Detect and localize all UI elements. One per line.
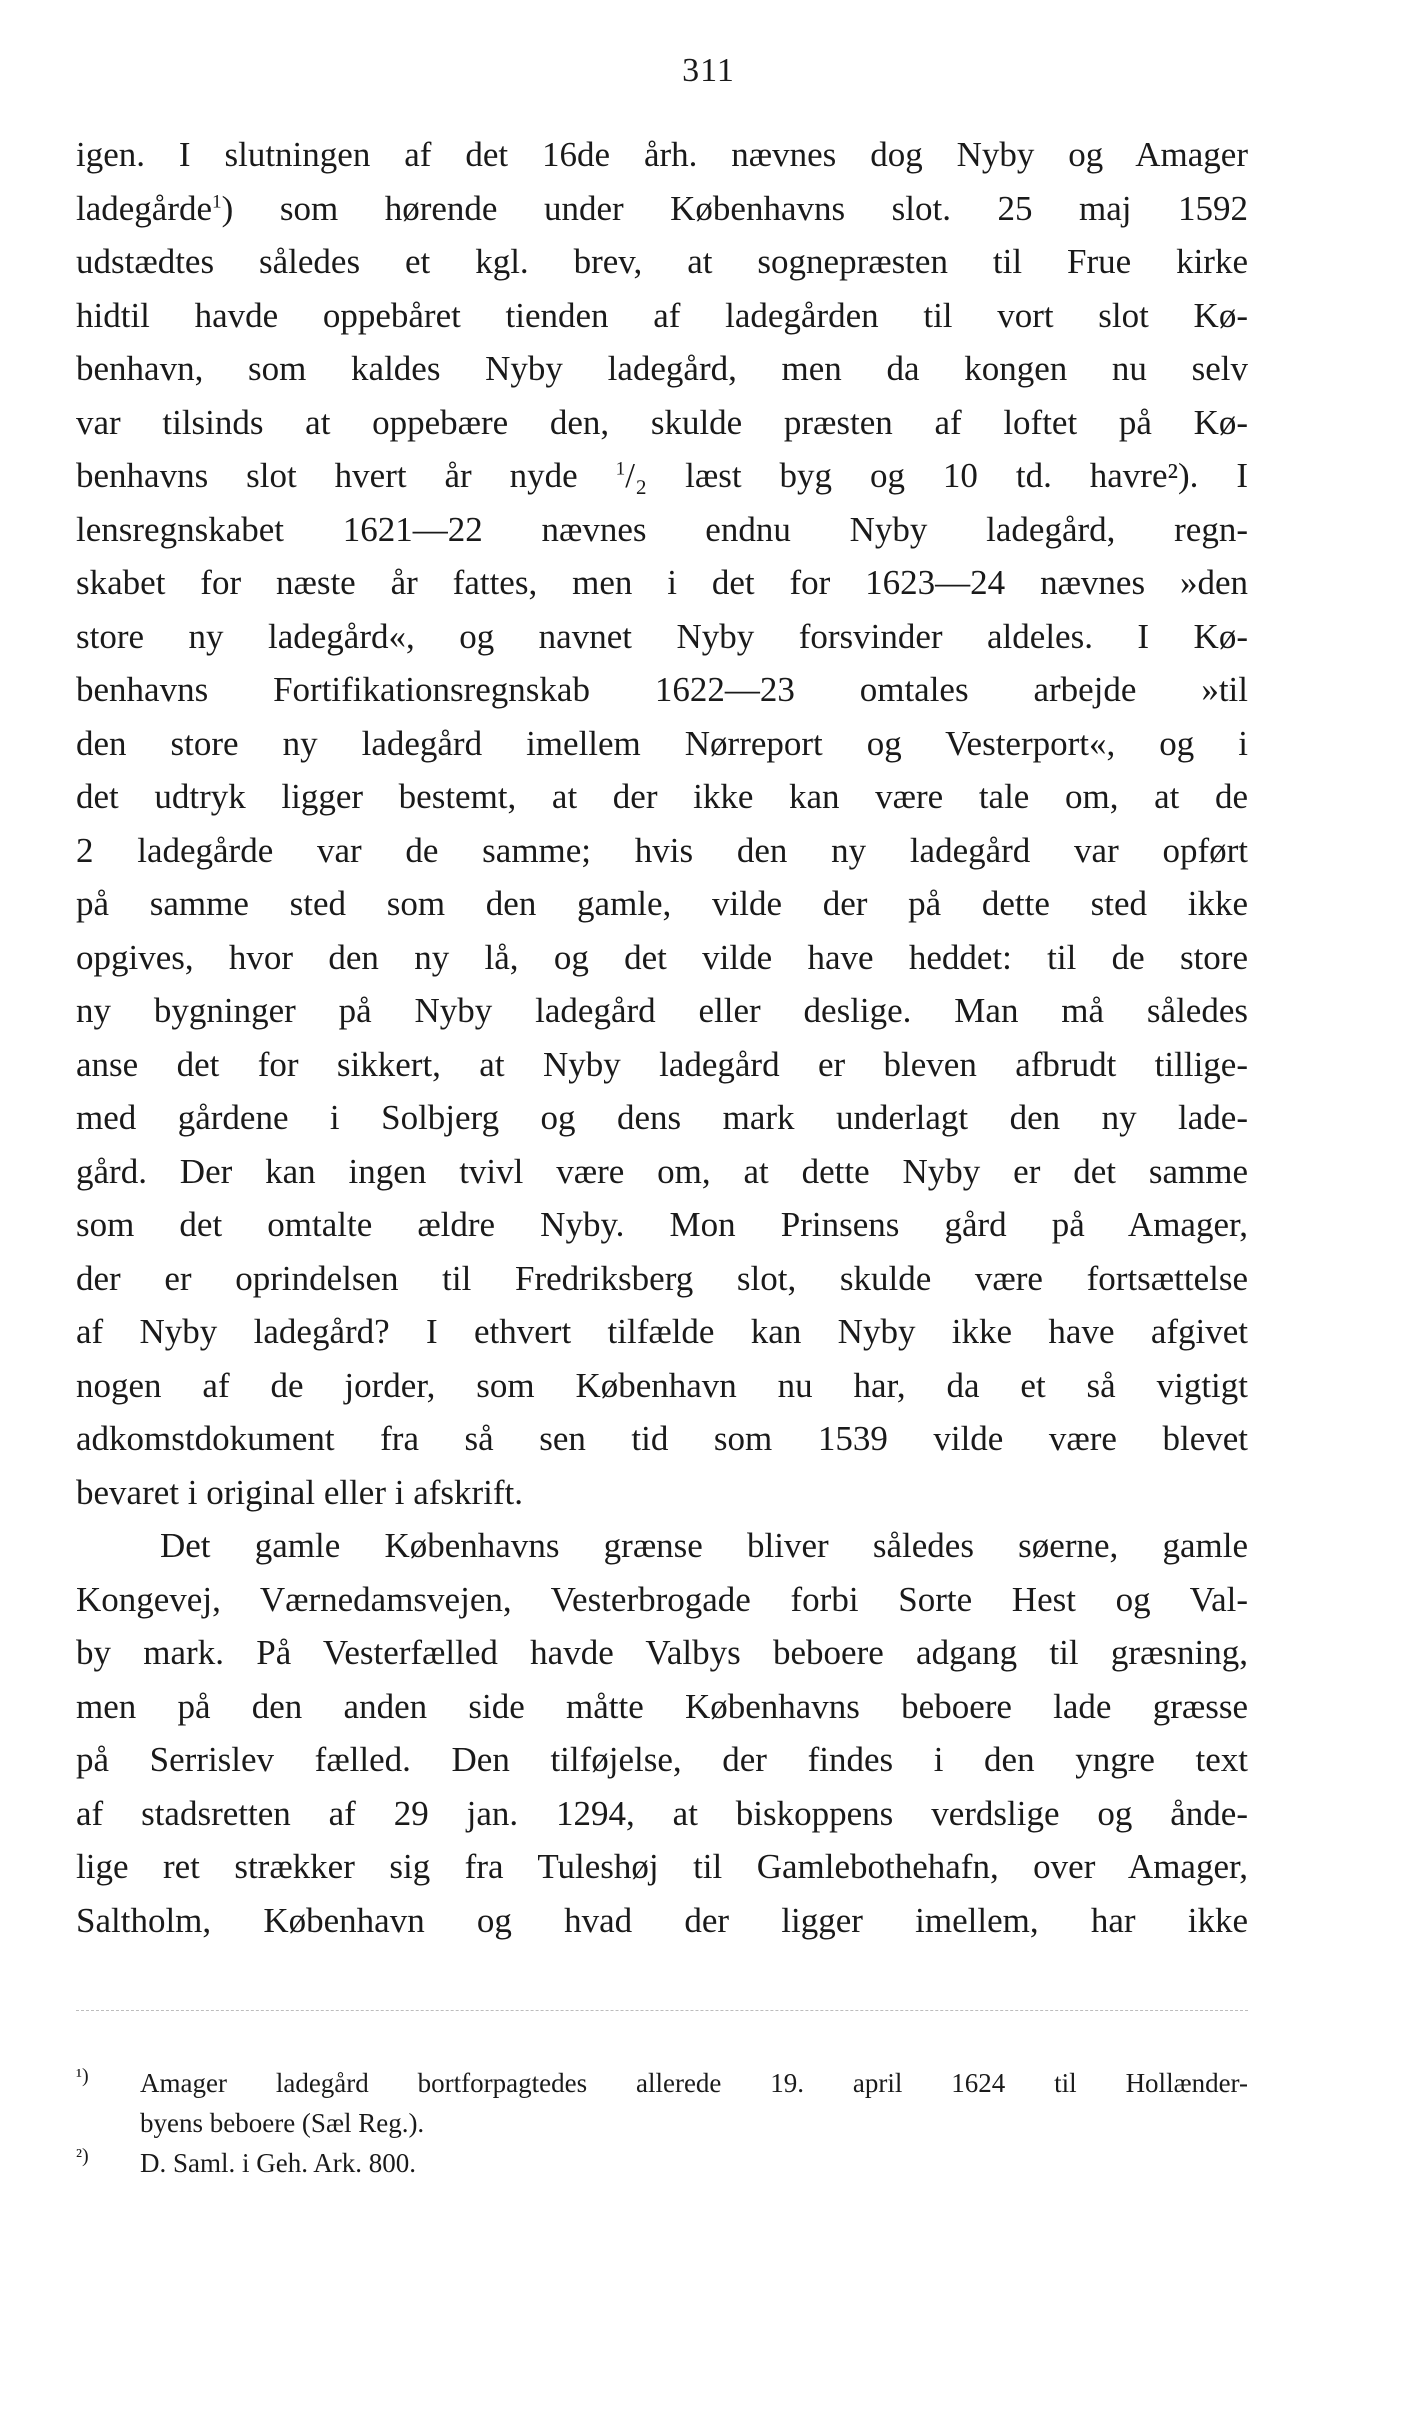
- text-line-content: skabet for næste år fattes, men i det for 1623—24 nævnes »den: [76, 563, 1248, 602]
- text-line-content: ny bygninger på Nyby ladegård eller deslige. Man må således: [76, 991, 1248, 1030]
- text-line: [76, 289, 1248, 343]
- text-line: [76, 556, 1248, 610]
- text-line-continuation: ) som hørende under Københavns slot. 25 maj 1592: [221, 188, 1248, 228]
- text-line: [76, 396, 1248, 450]
- text-line-content: lensregnskabet 1621—22 nævnes endnu Nyby ladegård, regn-: [76, 509, 1248, 549]
- text-line-content: by mark. På Vesterfælled havde Valbys beboere adgang til græsning,: [76, 1633, 1248, 1672]
- text-line-content: den store ny ladegård imellem Nørreport og Vesterport«, og i: [76, 723, 1248, 763]
- text-line: [76, 1252, 1248, 1306]
- text-line-content: lige ret strækker sig fra Tuleshøj til Gamlebothehafn, over Amager,: [76, 1847, 1248, 1886]
- text-line-content: på Serrislev fælled. Den tilføjelse, der findes i den yngre text: [76, 1740, 1248, 1779]
- footnote-text: byens beboere (Sæl Reg.).: [140, 2108, 425, 2138]
- text-line: [76, 342, 1248, 396]
- text-line-content: der er oprindelsen til Fredriksberg slot, skulde være fortsættelse: [76, 1258, 1248, 1298]
- text-line: [76, 1680, 1248, 1734]
- text-line: [76, 449, 1248, 503]
- text-line-content: var tilsinds at oppebære den, skulde præsten af loftet på Kø-: [76, 402, 1248, 442]
- text-line-content: nogen af de jorder, som København nu har, da et så vigtigt: [76, 1365, 1248, 1405]
- text-line: [76, 931, 1248, 985]
- text-line-content: benhavns Fortifikationsregnskab 1622—23 omtales arbejde »til: [76, 670, 1248, 709]
- footnote-reference: 1: [615, 458, 626, 480]
- footnote-line: ¹) Amager ladegård bortforpagtedes allerede 19. april 1624 til Hollænder-: [76, 2065, 1248, 2098]
- footnote-line: [76, 2103, 1248, 2143]
- text-line-content: som det omtalte ældre Nyby. Mon Prinsens gård på Amager,: [76, 1205, 1248, 1244]
- text-line-content: Saltholm, København og hvad der ligger imellem, har ikke: [76, 1900, 1248, 1940]
- text-line-content: Det gamle Københavns grænse bliver således søerne, gamle: [160, 1526, 1248, 1565]
- body-text: [76, 128, 1248, 1947]
- footnote-text: Amager ladegård bortforpagtedes allerede 19. april 1624 til Hollænder-: [140, 2068, 1248, 2098]
- text-line-content: benhavn, som kaldes Nyby ladegård, men da kongen nu selv: [76, 349, 1248, 388]
- text-line: [76, 1145, 1248, 1199]
- text-line-continuation: /₂ læst byg og 10 td. havre²). I: [625, 456, 1248, 495]
- text-line: [76, 717, 1248, 771]
- footnote-rule: [76, 2010, 1248, 2012]
- text-line-content: benhavns slot hvert år nyde: [76, 456, 616, 495]
- text-line: [76, 182, 1248, 236]
- text-line: [76, 984, 1248, 1038]
- footnote-line: ²) D. Saml. i Geh. Ark. 800.: [76, 2145, 416, 2178]
- text-line: [76, 1198, 1248, 1252]
- text-line: [76, 128, 1248, 182]
- text-line-content: ladegårde: [76, 188, 213, 228]
- text-line-content: gård. Der kan ingen tvivl være om, at dette Nyby er det samme: [76, 1151, 1248, 1191]
- text-line-content: udstædtes således et kgl. brev, at sognepræsten til Frue kirke: [76, 242, 1248, 281]
- text-line-content: opgives, hvor den ny lå, og det vilde have heddet: til de store: [76, 937, 1248, 977]
- footnote-reference: 1: [212, 190, 222, 212]
- text-line: [76, 1359, 1248, 1413]
- footnotes: [76, 2063, 1248, 2183]
- text-line: [76, 610, 1248, 664]
- text-line: [76, 1305, 1248, 1359]
- text-line-content: bevaret i original eller i afskrift.: [76, 1472, 524, 1512]
- text-line: [76, 235, 1248, 289]
- text-line: [76, 1894, 1248, 1948]
- text-line: [76, 1840, 1248, 1894]
- text-line-content: af Nyby ladegård? I ethvert tilfælde kan Nyby ikke have afgivet: [76, 1312, 1248, 1351]
- text-line: [76, 877, 1248, 931]
- text-line-content: hidtil havde oppebåret tienden af ladegården til vort slot Kø-: [76, 295, 1248, 335]
- text-line: [76, 1038, 1248, 1092]
- text-line: [76, 1519, 1248, 1573]
- text-line-content: adkomstdokument fra så sen tid som 1539 vilde være blevet: [76, 1419, 1248, 1458]
- text-line-content: Kongevej, Værnedamsvejen, Vesterbrogade forbi Sorte Hest og Val-: [76, 1579, 1248, 1619]
- text-line-content: af stadsretten af 29 jan. 1294, at biskoppens verdslige og ånde-: [76, 1793, 1248, 1833]
- text-line: [76, 770, 1248, 824]
- text-line: [76, 1466, 1248, 1520]
- text-line-content: men på den anden side måtte Københavns beboere lade græsse: [76, 1686, 1248, 1726]
- text-line: [76, 1412, 1248, 1466]
- page-number: 311: [682, 52, 735, 89]
- text-line: [76, 663, 1248, 717]
- text-line: [76, 1091, 1248, 1145]
- text-line-content: med gårdene i Solbjerg og dens mark underlagt den ny lade-: [76, 1098, 1248, 1137]
- text-line: [76, 1626, 1248, 1680]
- text-line-content: store ny ladegård«, og navnet Nyby forsvinder aldeles. I Kø-: [76, 616, 1248, 656]
- text-line: [76, 1573, 1248, 1627]
- text-line-content: 2 ladegårde var de samme; hvis den ny ladegård var opført: [76, 830, 1248, 870]
- text-line-content: det udtryk ligger bestemt, at der ikke kan være tale om, at de: [76, 777, 1248, 816]
- text-line-content: anse det for sikkert, at Nyby ladegård er bleven afbrudt tillige-: [76, 1044, 1248, 1084]
- text-line: [76, 503, 1248, 557]
- text-line: [76, 1787, 1248, 1841]
- text-line-content: igen. I slutningen af det 16de årh. nævnes dog Nyby og Amager: [76, 135, 1248, 174]
- text-line: [76, 824, 1248, 878]
- footnote-text: D. Saml. i Geh. Ark. 800.: [140, 2148, 416, 2178]
- text-line: [76, 1733, 1248, 1787]
- text-line-content: på samme sted som den gamle, vilde der på dette sted ikke: [76, 884, 1248, 923]
